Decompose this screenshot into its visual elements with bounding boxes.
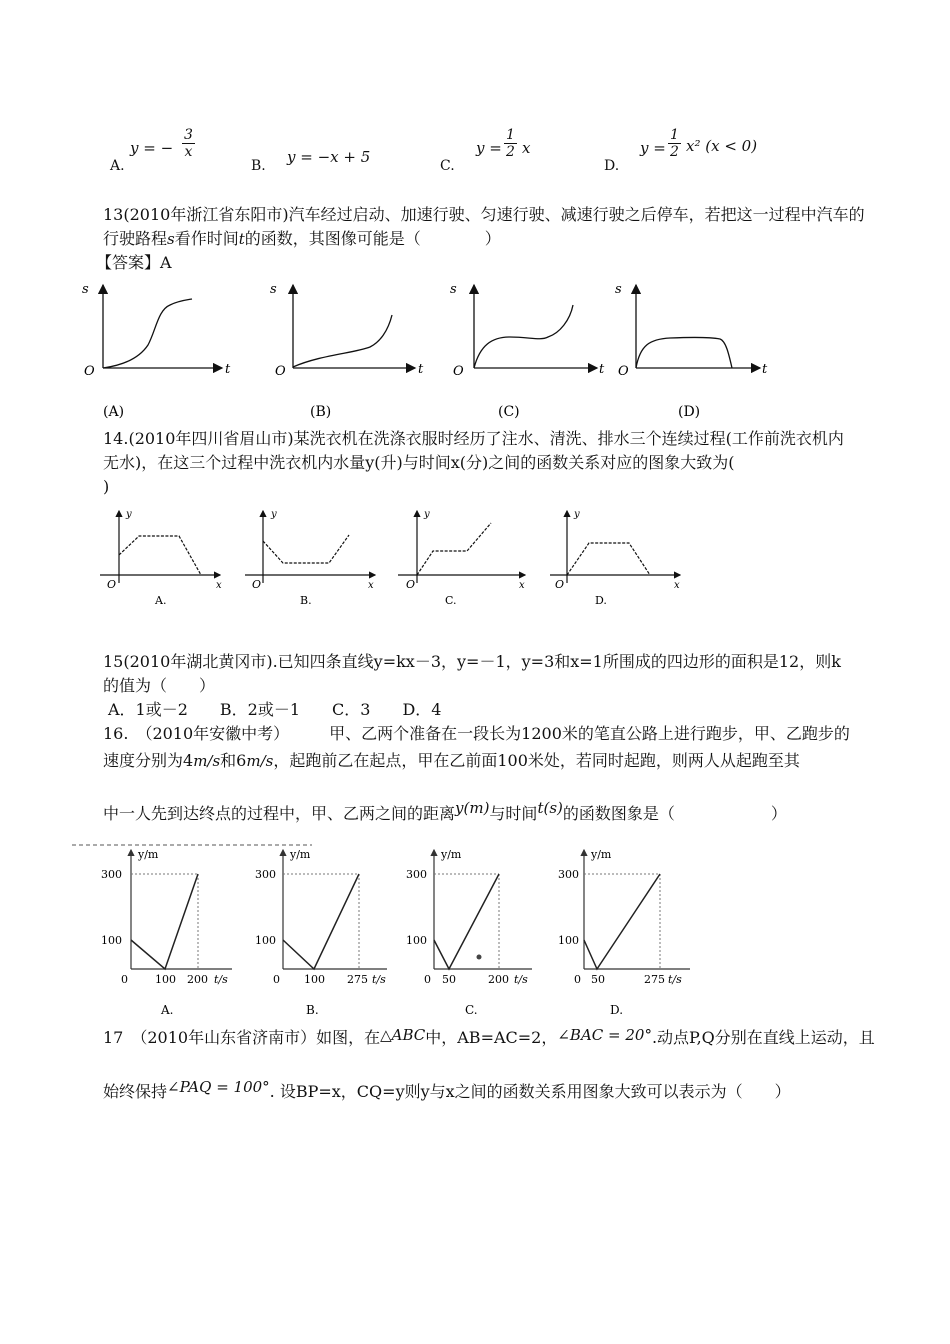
- option-expr: y =: [640, 139, 666, 157]
- graph-caption: D.: [595, 594, 607, 607]
- var-y: y(m): [455, 799, 490, 817]
- origin-label: 0: [273, 973, 280, 986]
- origin-label: 0: [424, 973, 431, 986]
- option-fraction: $\frac{1}{2}$: [670, 127, 679, 160]
- x-label: t/s: [372, 973, 386, 986]
- x-label: x: [519, 580, 525, 591]
- q16-graph-b: [255, 848, 387, 1017]
- y-tick: 100: [101, 934, 122, 947]
- q14-graph-b: [245, 509, 375, 607]
- y-tick: 100: [255, 934, 276, 947]
- y-tick: 300: [101, 868, 122, 881]
- option-expr: x: [522, 139, 531, 157]
- q13-graphs: [70, 275, 790, 425]
- origin-label: O: [618, 364, 629, 379]
- x-tick: 50: [442, 973, 456, 986]
- triangle-abc: △ABC: [380, 1026, 426, 1044]
- option-expr: y = −x + 5: [287, 148, 371, 166]
- option-letter: C.: [440, 158, 455, 174]
- graph-caption: C.: [445, 594, 457, 607]
- y-tick: 300: [558, 868, 579, 881]
- y-label: y: [271, 509, 277, 520]
- x-label: t/s: [514, 973, 528, 986]
- y-label: s: [82, 282, 89, 297]
- x-label: x: [368, 580, 374, 591]
- x-tick: 275: [347, 973, 368, 986]
- q15-line1: 15(2010年湖北黄冈市).已知四条直线y=kx－3，y=－1，y=3和x=1所围成的四边形的面积是12，则k: [103, 652, 841, 671]
- origin-label: O: [107, 578, 117, 591]
- graph-caption: B.: [300, 594, 312, 607]
- option-expr: y =: [476, 139, 502, 157]
- origin-label: O: [406, 578, 416, 591]
- y-label: y/m: [290, 848, 311, 861]
- q12-option-a: [110, 125, 230, 180]
- origin-label: 0: [574, 973, 581, 986]
- x-tick: 275: [644, 973, 665, 986]
- x-label: t/s: [214, 973, 228, 986]
- origin-label: O: [252, 578, 262, 591]
- q16-graph-d: [558, 848, 690, 1017]
- y-tick: 300: [406, 868, 427, 881]
- option-fraction: $\frac{1}{2}$: [506, 127, 515, 160]
- q15-line2: 的值为（ ）: [103, 676, 216, 695]
- angle-paq: ∠PAQ = 100°: [167, 1078, 270, 1096]
- y-label: s: [270, 282, 277, 297]
- q17-line1: 17 （2010年山东省济南市）如图，在△ABC中，AB=AC=2，∠BAC = 20°.动点P,Q分别在直线上运动，且: [103, 1026, 875, 1047]
- x-tick: 100: [155, 973, 176, 986]
- q13-graph-d: [615, 282, 768, 420]
- q16-line3: 中一人先到达终点的过程中，甲、乙两之间的距离y(m)与时间t(s)的函数图象是（ ）: [103, 799, 787, 823]
- q14-graph-c: [398, 509, 525, 607]
- q13-graph-a: [82, 282, 231, 420]
- q14-graph-d: [550, 509, 680, 607]
- option-letter: B.: [251, 158, 266, 174]
- q16-graph-a: [101, 848, 232, 1017]
- graph-caption: (B): [310, 404, 332, 420]
- q12-option-c: [440, 125, 560, 180]
- x-tick: 50: [591, 973, 605, 986]
- option-expr: y = −: [130, 139, 174, 157]
- x-label: x: [674, 580, 680, 591]
- y-label: y: [574, 509, 580, 520]
- graph-caption: A.: [161, 1003, 174, 1017]
- q16-line2: 速度分别为4m/s和6m/s，起跑前乙在起点，甲在乙前面100米处，若同时起跑，则两人从起跑至其: [103, 751, 800, 770]
- x-tick: 200: [187, 973, 208, 986]
- y-label: s: [615, 282, 622, 297]
- q14-graphs: [95, 503, 695, 613]
- y-tick: 300: [255, 868, 276, 881]
- x-label: t: [225, 362, 231, 377]
- option-letter: A.: [110, 158, 125, 174]
- q14-line2: 无水)，在这三个过程中洗衣机内水量y(升)与时间x(分)之间的函数关系对应的图象大致为(: [103, 453, 735, 472]
- y-tick: 100: [406, 934, 427, 947]
- var-t: t: [238, 230, 245, 248]
- q13-graph-c: [450, 282, 605, 420]
- x-label: t: [762, 362, 768, 377]
- option-expr: x² (x < 0): [686, 137, 758, 155]
- y-label: s: [450, 282, 457, 297]
- origin-label: O: [555, 578, 565, 591]
- q13-graph-b: [270, 282, 424, 420]
- q12-option-b: [251, 145, 391, 180]
- q17-line2: 始终保持∠PAQ = 100°. 设BP=x，CQ=y则y与x之间的函数关系用图象大致可以表示为（ ）: [103, 1078, 791, 1101]
- x-label: x: [216, 580, 222, 591]
- var-t: t(s): [537, 799, 563, 817]
- graph-caption: (A): [103, 404, 125, 420]
- unit-speed: m/s: [193, 752, 221, 770]
- option-letter: D.: [604, 158, 620, 174]
- unit-speed: m/s: [246, 752, 274, 770]
- x-tick: 200: [488, 973, 509, 986]
- q16-graph-c: [406, 848, 532, 1017]
- q12-option-d: [604, 125, 784, 180]
- angle-bac: ∠BAC = 20°: [557, 1026, 652, 1044]
- y-label: y: [424, 509, 430, 520]
- x-label: t: [599, 362, 605, 377]
- option-fraction: $\frac{3}{x}$: [184, 127, 193, 160]
- q13-line1: 13(2010年浙江省东阳市)汽车经过启动、加速行驶、匀速行驶、减速行驶之后停车，若把这一过程中汽车的: [103, 205, 865, 224]
- graph-caption: D.: [610, 1003, 624, 1017]
- q16-graphs: [72, 842, 722, 1020]
- var-s: s: [167, 230, 175, 248]
- origin-label: 0: [121, 973, 128, 986]
- q15-options: A．1或－2 B．2或－1 C．3 D．4: [108, 700, 442, 719]
- q14-graph-a: [100, 509, 222, 607]
- y-label: y/m: [441, 848, 462, 861]
- graph-caption: C.: [465, 1003, 478, 1017]
- graph-caption: B.: [306, 1003, 319, 1017]
- x-label: t/s: [668, 973, 682, 986]
- x-label: t: [418, 362, 424, 377]
- graph-caption: A.: [155, 594, 167, 607]
- origin-label: O: [275, 364, 286, 379]
- graph-caption: (D): [678, 404, 701, 420]
- y-tick: 100: [558, 934, 579, 947]
- q13-answer: 【答案】A: [96, 253, 172, 272]
- origin-label: O: [84, 364, 95, 379]
- x-tick: 100: [304, 973, 325, 986]
- q14-line1: 14.(2010年四川省眉山市)某洗衣机在洗涤衣服时经历了注水、清洗、排水三个连续过程(工作前洗衣机内: [103, 429, 844, 448]
- y-label: y/m: [138, 848, 159, 861]
- y-label: y: [126, 509, 132, 520]
- q16-line1: 16. （2010年安徽中考） 甲、乙两个准备在一段长为1200米的笔直公路上进行跑步，甲、乙跑步的: [103, 724, 850, 743]
- origin-label: O: [453, 364, 464, 379]
- graph-caption: (C): [498, 404, 520, 420]
- y-label: y/m: [591, 848, 612, 861]
- q14-line3: ): [103, 477, 110, 496]
- q13-line2: 行驶路程s看作时间t的函数，其图像可能是（ ）: [103, 229, 501, 248]
